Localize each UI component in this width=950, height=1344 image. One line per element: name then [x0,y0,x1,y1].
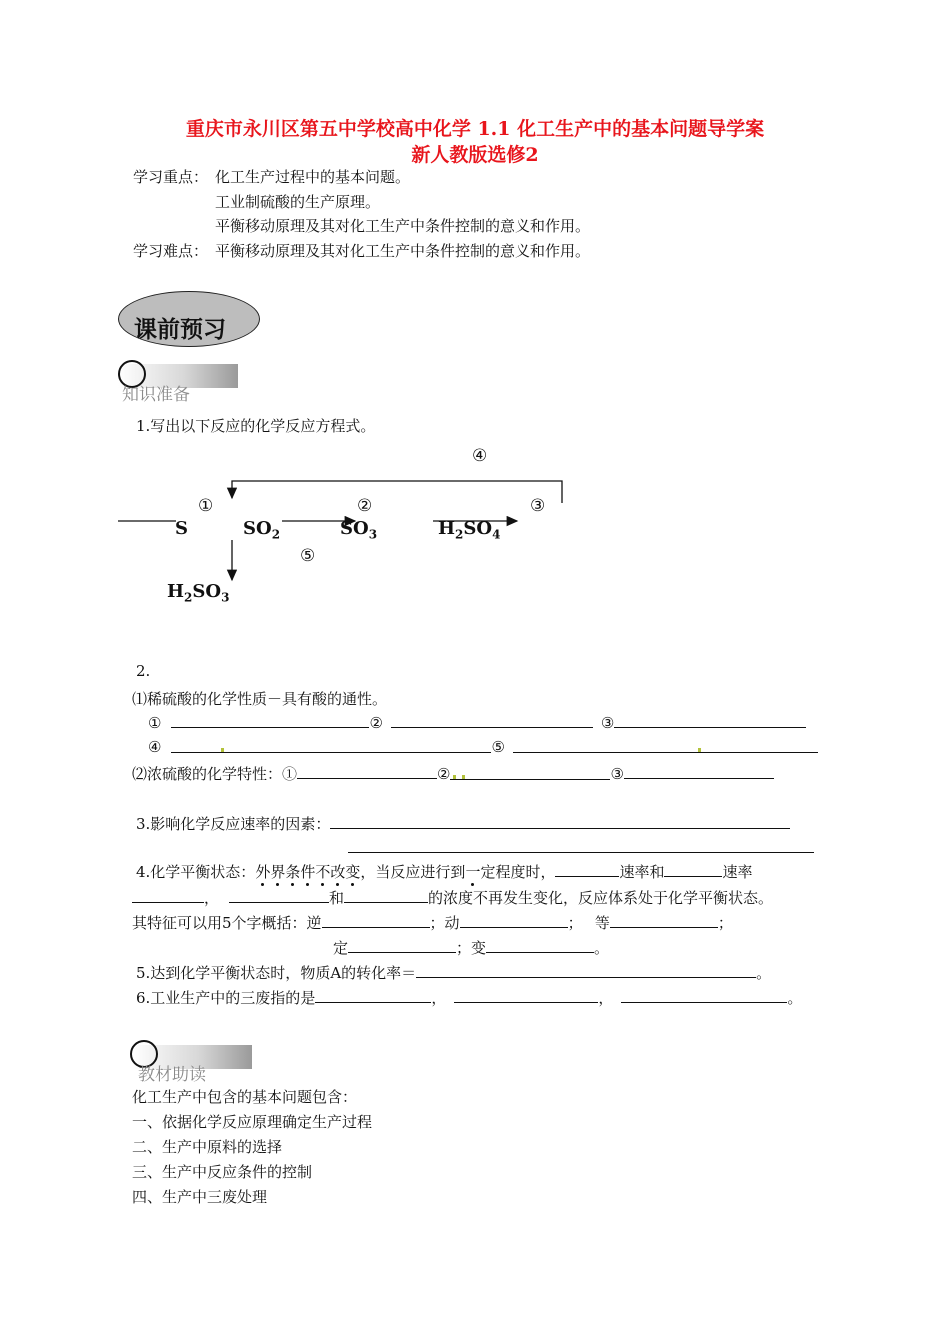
section-title-knowledge: 知识准备 [122,385,190,405]
focus-item-3: 平衡移动原理及其对化工生产中条件控制的意义和作用。 [215,217,591,235]
chem-s: S [175,518,188,539]
answer-blank[interactable] [624,764,774,779]
answer-blank[interactable] [322,913,430,928]
answer-blank[interactable] [610,913,718,928]
diagram-num-3: ③ [530,496,546,516]
reading-item-2: 二、生产中原料的选择 [132,1138,283,1156]
answer-blank[interactable] [454,988,598,1003]
chem-so3: $SO_3$ [340,518,378,542]
answer-blank[interactable] [614,713,806,728]
answer-blank[interactable] [486,938,594,953]
emphasized-char: 件 [300,863,316,881]
diagram-num-4: ④ [472,446,488,466]
reading-item-3: 三、生产中反应条件的控制 [132,1163,313,1181]
answer-blank[interactable] [330,814,790,829]
chem-so2: $SO_2$ [243,518,281,542]
question-6: 6.工业生产中的三废指的是 ， ， 。 [136,989,803,1007]
diagram-num-1: ① [198,496,214,516]
answer-blank[interactable] [513,738,818,753]
question-4-line3: 其特征可以用5个字概括：逆 ；动 ； 等 ； [132,914,733,932]
answer-blank[interactable] [391,713,593,728]
emphasized-char: 改 [330,863,346,881]
page-title: 重庆市永川区第五中学校高中化学 1.1 化工生产中的基本问题导学案 [185,118,765,140]
answer-blank[interactable] [171,713,369,728]
q2-row1: ① ② ③ [148,713,806,732]
reading-item-1: 一、依据化学反应原理确定生产过程 [132,1113,373,1131]
chem-h2so4: $H_2SO_4$ [438,518,501,542]
answer-blank[interactable] [315,988,431,1003]
reading-intro: 化工生产中包含的基本问题包含： [132,1088,358,1106]
answer-blank[interactable] [450,765,610,780]
question-4-line2: ， 和 的浓度不再发生变化，反应体系处于化学平衡状态。 [132,887,773,908]
emphasized-char: 不 [315,863,331,881]
q2-row3: ⑵浓硫酸的化学特性：① ② ③ [132,763,774,784]
diagram-num-2: ② [357,496,373,516]
answer-blank[interactable] [555,862,619,877]
answer-blank-line[interactable] [348,852,814,853]
answer-blank[interactable] [416,963,756,978]
focus-item-2: 工业制硫酸的生产原理。 [215,193,381,211]
emphasized-char: 条 [285,863,301,881]
preview-badge-label: 课前预习 [134,317,226,343]
question-3: 3.影响化学反应速率的因素： [136,813,790,834]
answer-blank[interactable] [297,764,437,779]
answer-blank[interactable] [621,988,787,1003]
answer-blank[interactable] [229,888,329,903]
emphasis-text [255,863,360,881]
answer-blank[interactable] [344,888,428,903]
difficulty-text: 平衡移动原理及其对化工生产中条件控制的意义和作用。 [215,242,591,260]
arrow-loop-back [232,481,562,503]
answer-blank[interactable] [348,938,456,953]
question-4-line1: 4.化学平衡状态：外界条件不改变，当反应进行到一定程度时， 速率和 速率 [136,863,753,881]
section-title-reading: 教材助读 [138,1065,206,1085]
q2-row2: ④ ⑤ [148,738,818,756]
chem-h2so3: $H_2SO_3$ [167,581,230,605]
answer-blank[interactable] [132,888,204,903]
reading-item-4: 四、生产中三废处理 [132,1188,268,1206]
page-subtitle: 新人教版选修2 [411,144,539,166]
diagram-num-5: ⑤ [300,546,316,566]
question-2-number: 2. [136,662,151,680]
emphasized-char: 界 [270,863,286,881]
answer-blank[interactable] [460,913,568,928]
question-2-part1: ⑴稀硫酸的化学性质－具有酸的通性。 [132,690,388,708]
answer-blank[interactable] [664,862,722,877]
focus-label: 学习重点： [133,168,209,186]
question-4-line4: 定 ；变 。 [333,939,610,957]
answer-blank[interactable] [171,738,491,753]
emphasized-char: 变 [345,863,361,881]
difficulty-label: 学习难点： [133,242,209,260]
question-1: 1.写出以下反应的化学反应方程式。 [136,417,376,435]
emphasized-char: 外 [255,863,271,881]
focus-item-1: 化工生产过程中的基本问题。 [215,168,411,186]
question-5: 5.达到化学平衡状态时，物质A的转化率＝ 。 [136,964,772,982]
